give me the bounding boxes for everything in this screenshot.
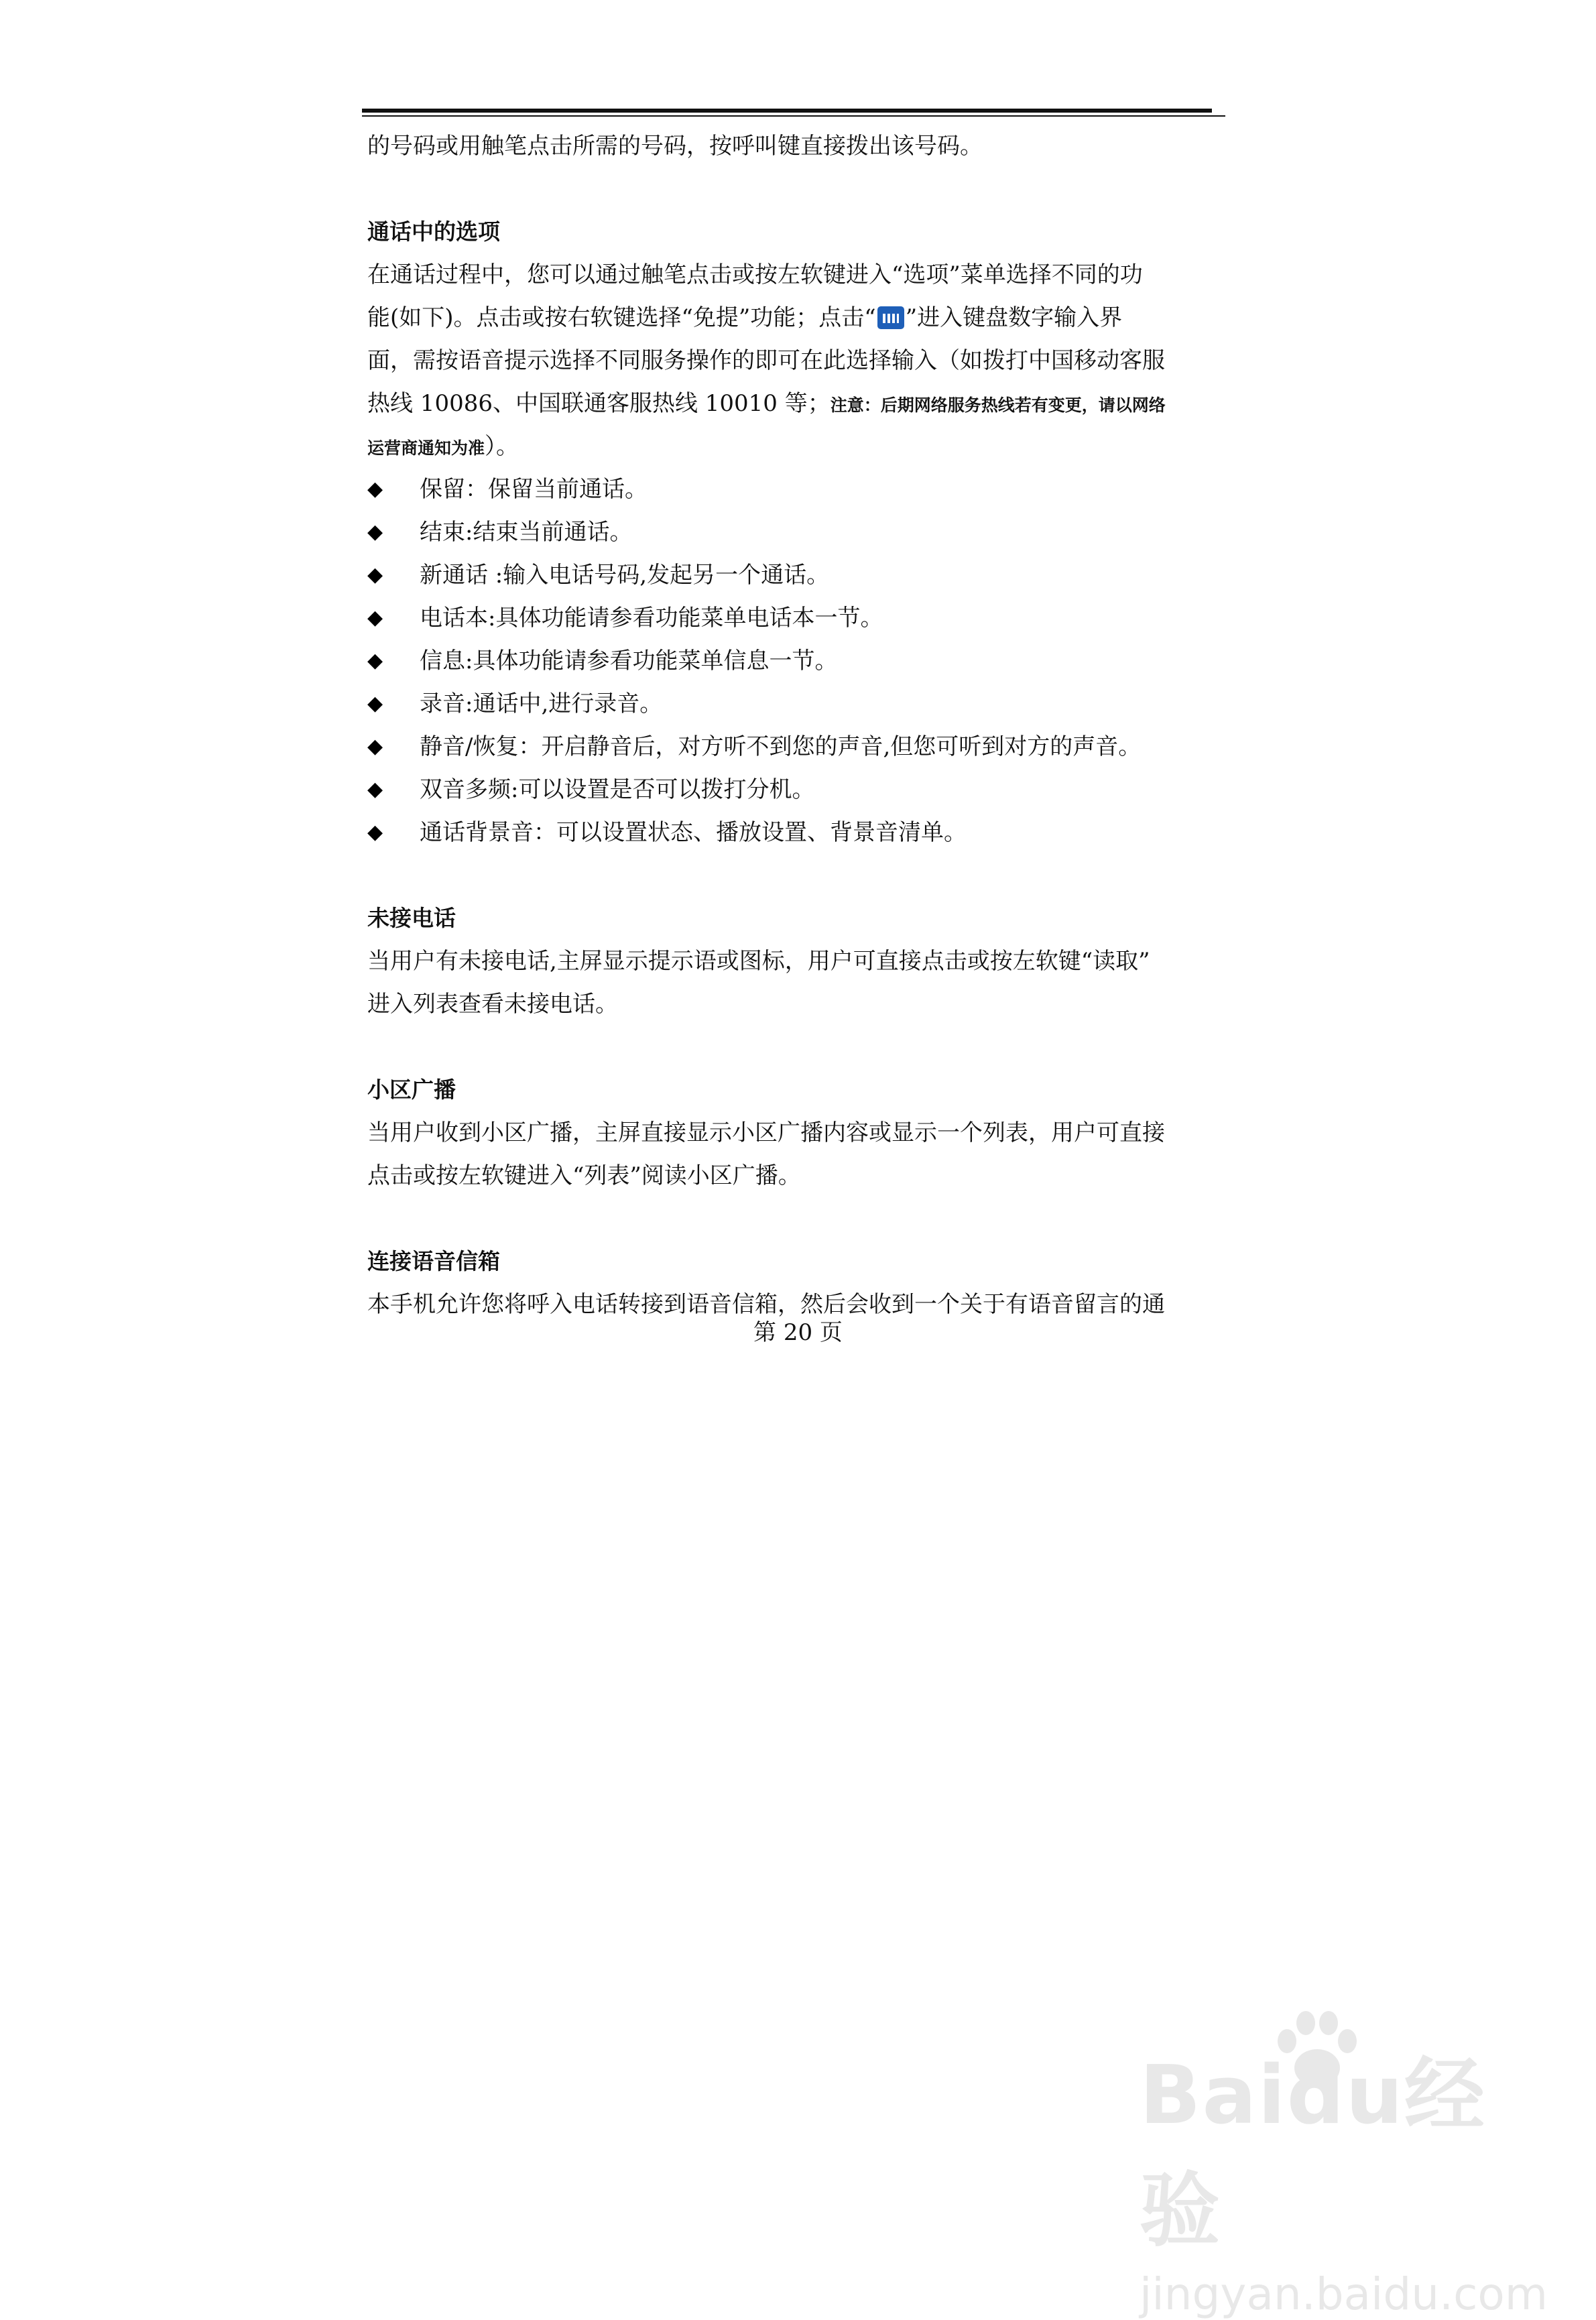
text-span: ”进入键盘数字输入界	[905, 304, 1123, 331]
bullet-item	[367, 468, 1232, 511]
bullet-text: 信息:具体功能请参看功能菜单信息一节。	[420, 648, 838, 674]
section-heading-voicemail: 连接语音信箱	[367, 1248, 500, 1274]
bullet-item	[367, 554, 1232, 597]
text-span: ）。	[485, 433, 519, 460]
diamond-bullet-icon: ◆	[367, 563, 383, 587]
bullet-item	[367, 597, 1232, 639]
paragraph-line: 当用户有未接电话,主屏显示提示语或图标，用户可直接点击或按左软键“读取”	[367, 948, 1150, 975]
text-span: 热线 10086、中国联通客服热线 10010 等；	[367, 390, 831, 417]
text-span: 能(如下)。点击或按右软键选择“免提”功能；点击“	[367, 304, 876, 331]
page-number: 第 20 页	[753, 1319, 843, 1346]
bullet-item	[367, 768, 1232, 811]
diamond-bullet-icon: ◆	[367, 735, 383, 758]
paragraph-line: 本手机允许您将呼入电话转接到语音信箱，然后会收到一个关于有语音留言的通	[367, 1291, 1165, 1318]
paragraph-line	[367, 296, 1232, 339]
paragraph-line	[367, 425, 1232, 468]
watermark-logo: Baidu经验	[1140, 2049, 1486, 2258]
bullet-text: 新通话 :输入电话号码,发起另一个通话。	[420, 562, 830, 589]
paragraph-line	[367, 382, 1232, 425]
paragraph-line: 进入列表查看未接电话。	[367, 991, 618, 1018]
paragraph-line: 在通话过程中，您可以通过触笔点击或按左软键进入“选项”菜单选择不同的功	[367, 261, 1143, 288]
bullet-item	[367, 725, 1232, 768]
paragraph-line: 当用户收到小区广播，主屏直接显示小区广播内容或显示一个列表，用户可直接	[367, 1119, 1165, 1146]
bullet-item	[367, 811, 1232, 854]
watermark-url: jingyan.baidu.com	[1140, 2268, 1548, 2320]
document-body	[367, 125, 1232, 1326]
header-rule-thin	[362, 115, 1225, 117]
bullet-item	[367, 511, 1232, 554]
diamond-bullet-icon: ◆	[367, 477, 383, 501]
spacer	[367, 1197, 1232, 1240]
diamond-bullet-icon: ◆	[367, 606, 383, 629]
diamond-bullet-icon: ◆	[367, 520, 383, 544]
note-text: 注意：后期网络服务热线若有变更，请以网络	[830, 395, 1166, 415]
section-heading-missed-calls: 未接电话	[367, 905, 456, 931]
paragraph-line: 点击或按左软键进入“列表”阅读小区广播。	[367, 1162, 801, 1189]
bullet-text: 双音多频:可以设置是否可以拨打分机。	[420, 776, 815, 803]
section-heading-cell-broadcast: 小区广播	[367, 1077, 456, 1103]
spacer	[367, 168, 1232, 210]
bullet-text: 保留：保留当前通话。	[420, 476, 648, 503]
baidu-paw-icon	[1267, 2004, 1367, 2091]
paragraph-line: 面，需按语音提示选择不同服务操作的即可在此选择输入（如拨打中国移动客服	[367, 347, 1165, 374]
note-text: 运营商通知为准	[367, 438, 485, 458]
keypad-icon	[877, 306, 904, 329]
bullet-text: 录音:通话中,进行录音。	[420, 690, 663, 717]
diamond-bullet-icon: ◆	[367, 820, 383, 844]
bullet-item	[367, 682, 1232, 725]
bullet-text: 电话本:具体功能请参看功能菜单电话本一节。	[420, 605, 883, 631]
bullet-item	[367, 639, 1232, 682]
header-rule-thick	[362, 109, 1212, 113]
section-heading-options: 通话中的选项	[367, 219, 500, 245]
diamond-bullet-icon: ◆	[367, 649, 383, 672]
baidu-watermark	[1140, 2031, 1548, 2320]
intro-line: 的号码或用触笔点击所需的号码，按呼叫键直接拨出该号码。	[367, 133, 983, 160]
spacer	[367, 854, 1232, 897]
bullet-text: 静音/恢复：开启静音后，对方听不到您的声音,但您可听到对方的声音。	[420, 733, 1142, 760]
bullet-text: 通话背景音：可以设置状态、播放设置、背景音清单。	[420, 819, 967, 846]
bullet-text: 结束:结束当前通话。	[420, 519, 633, 546]
diamond-bullet-icon: ◆	[367, 692, 383, 715]
diamond-bullet-icon: ◆	[367, 778, 383, 801]
spacer	[367, 1026, 1232, 1069]
